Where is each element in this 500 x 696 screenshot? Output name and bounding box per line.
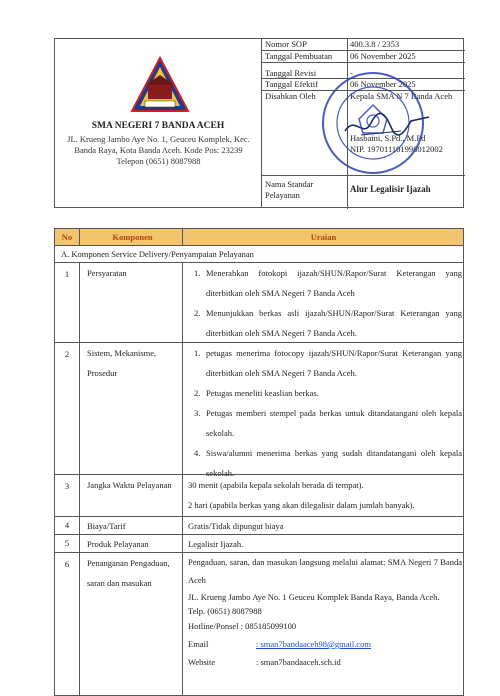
service-name-value: Alur Legalisir Ijazah bbox=[350, 184, 431, 194]
list-text: Petugas memberi stempel pada berkas untuk ditandatangani oleh kepala sekolah. bbox=[206, 408, 462, 438]
meta-value: Kepala SMA N 7 Banda Aceh bbox=[350, 91, 453, 101]
header-no: No bbox=[61, 232, 73, 242]
row-number: 1 bbox=[64, 269, 70, 279]
website-value: : sman7bandaaceh.sch.id bbox=[256, 657, 341, 667]
complaint-telp: Telp. (0651) 8087988 bbox=[188, 606, 262, 616]
list-item bbox=[188, 383, 462, 403]
list-item bbox=[188, 303, 462, 343]
table-row bbox=[55, 343, 463, 478]
table-row bbox=[55, 553, 463, 695]
signature-icon bbox=[341, 109, 433, 141]
row-description bbox=[188, 553, 462, 671]
list-item bbox=[188, 403, 462, 443]
row-number: 3 bbox=[64, 481, 70, 491]
header-uraian: Uraian bbox=[310, 232, 337, 242]
list-item bbox=[188, 343, 462, 383]
list-item bbox=[188, 263, 462, 303]
list-number: 2. bbox=[194, 308, 201, 318]
list-number: 1. bbox=[194, 268, 201, 278]
meta-label: Disahkan Oleh bbox=[265, 91, 316, 101]
list-number: 3. bbox=[194, 408, 201, 418]
row-number: 6 bbox=[64, 559, 70, 569]
row-description: Gratis/Tidak dipungut biaya bbox=[188, 521, 284, 531]
meta-row-pembuatan bbox=[262, 51, 465, 63]
description-line: 30 menit (apabila kepala sekolah berada di tempat). bbox=[188, 480, 364, 490]
list-text: Menunjukkan berkas asli ijazah/SHUN/Rapor/Surat Keterangan yang diterbitkan oleh SMA Negeri 7 Banda Aceh. bbox=[206, 308, 462, 338]
website-label: Website bbox=[188, 657, 216, 667]
email-label: Email bbox=[188, 639, 209, 649]
row-number: 5 bbox=[64, 538, 70, 548]
list-text: Menerahkan fotokopi ijazah/SHUN/Rapor/Surat Keterangan yang diterbitkan oleh SMA Negeri 7 Banda Aceh bbox=[206, 268, 462, 298]
complaint-hotline: Hotline/Ponsel : 085185099100 bbox=[188, 621, 297, 631]
table-row bbox=[55, 263, 463, 343]
table-row bbox=[55, 517, 463, 535]
meta-value: 06 November 2025 bbox=[350, 51, 416, 61]
description-line: 2 hari (apabila berkas yang akan dilegalisir dalam jumlah banyak). bbox=[188, 500, 415, 510]
list-text: petugas menerima fotocopy ijazah/SHUN/Rapor/Surat Keterangan yang diterbitkan oleh SMA Negeri 7 Banda Aceh. bbox=[206, 348, 462, 378]
row-component: Penanganan Pengaduan, saran dan masukan bbox=[87, 558, 170, 588]
list-text: Siswa/alumni menerima berkas yang sudah ditandatangani oleh kepala sekolah. bbox=[206, 448, 462, 478]
header-table bbox=[54, 38, 464, 208]
service-name-label: Nama Standar Pelayanan bbox=[265, 179, 314, 200]
row-component: Sistem, Mekanisme, Prosedur bbox=[87, 348, 157, 378]
meta-label: Nomor SOP bbox=[265, 39, 307, 49]
email-link[interactable]: : sman7bandaaceh98@gmail.com bbox=[256, 639, 371, 649]
list-number: 1. bbox=[194, 348, 201, 358]
meta-value: 400.3.8 / 2353 bbox=[350, 39, 400, 49]
approver-nip: NIP. 197011101998012002 bbox=[350, 144, 443, 154]
complaint-address: JL. Krueng Jambo Aye No. 1 Geuceu Komplek Banda Raya, Banda Aceh. bbox=[188, 592, 440, 602]
section-a-row bbox=[55, 246, 463, 263]
row-component: Biaya/Tarif bbox=[87, 521, 126, 531]
section-a-title: A. Komponen Service Delivery/Penyampaian Pelayanan bbox=[61, 249, 254, 259]
table-row bbox=[55, 475, 463, 517]
meta-row-nomor bbox=[262, 39, 465, 51]
row-description bbox=[188, 343, 462, 483]
header-komponen: Komponen bbox=[112, 232, 153, 242]
row-description: Legalisir Ijazah. bbox=[188, 539, 244, 549]
list-text: Petugas meneliti keaslian berkas. bbox=[206, 388, 319, 398]
complaint-intro: Pengaduan, saran, dan masukan langsung melalui alamat: SMA Negeri 7 Banda Aceh bbox=[188, 557, 462, 585]
website-line bbox=[188, 653, 462, 671]
meta-row-service-name bbox=[262, 176, 465, 209]
school-logo-icon bbox=[129, 55, 191, 117]
list-number: 2. bbox=[194, 388, 201, 398]
table-header bbox=[55, 229, 463, 246]
row-number: 2 bbox=[64, 349, 70, 359]
meta-label: Tanggal Revisi bbox=[265, 68, 317, 78]
school-identity bbox=[55, 39, 262, 207]
school-address: JL. Krueng Jambo Aye No. 1, Geuceu Komplek, Kec. Banda Raya, Kota Banda Aceh. Kode Pos: 23239 Telepon (0651) 8087988 bbox=[67, 134, 250, 166]
school-name: SMA NEGERI 7 BANDA ACEH bbox=[91, 121, 225, 131]
row-component: Produk Pelayanan bbox=[87, 539, 149, 549]
service-standard-table bbox=[54, 228, 464, 696]
email-line bbox=[188, 635, 462, 653]
approver-name-text: Hasbaini, S.Pd., M.Pd bbox=[350, 133, 426, 143]
row-number: 4 bbox=[64, 520, 70, 530]
list-number: 4. bbox=[194, 448, 201, 458]
row-component: Persyaratan bbox=[87, 268, 127, 278]
row-description bbox=[188, 263, 462, 343]
table-row bbox=[55, 535, 463, 553]
meta-value: - bbox=[350, 68, 353, 78]
meta-label: Tanggal Pembuatan bbox=[265, 51, 333, 61]
meta-value: 06 November 2025 bbox=[350, 79, 416, 89]
meta-label: Tanggal Efektif bbox=[265, 79, 318, 89]
row-description bbox=[188, 475, 462, 515]
row-component: Jangka Waktu Pelayanan bbox=[87, 480, 172, 490]
